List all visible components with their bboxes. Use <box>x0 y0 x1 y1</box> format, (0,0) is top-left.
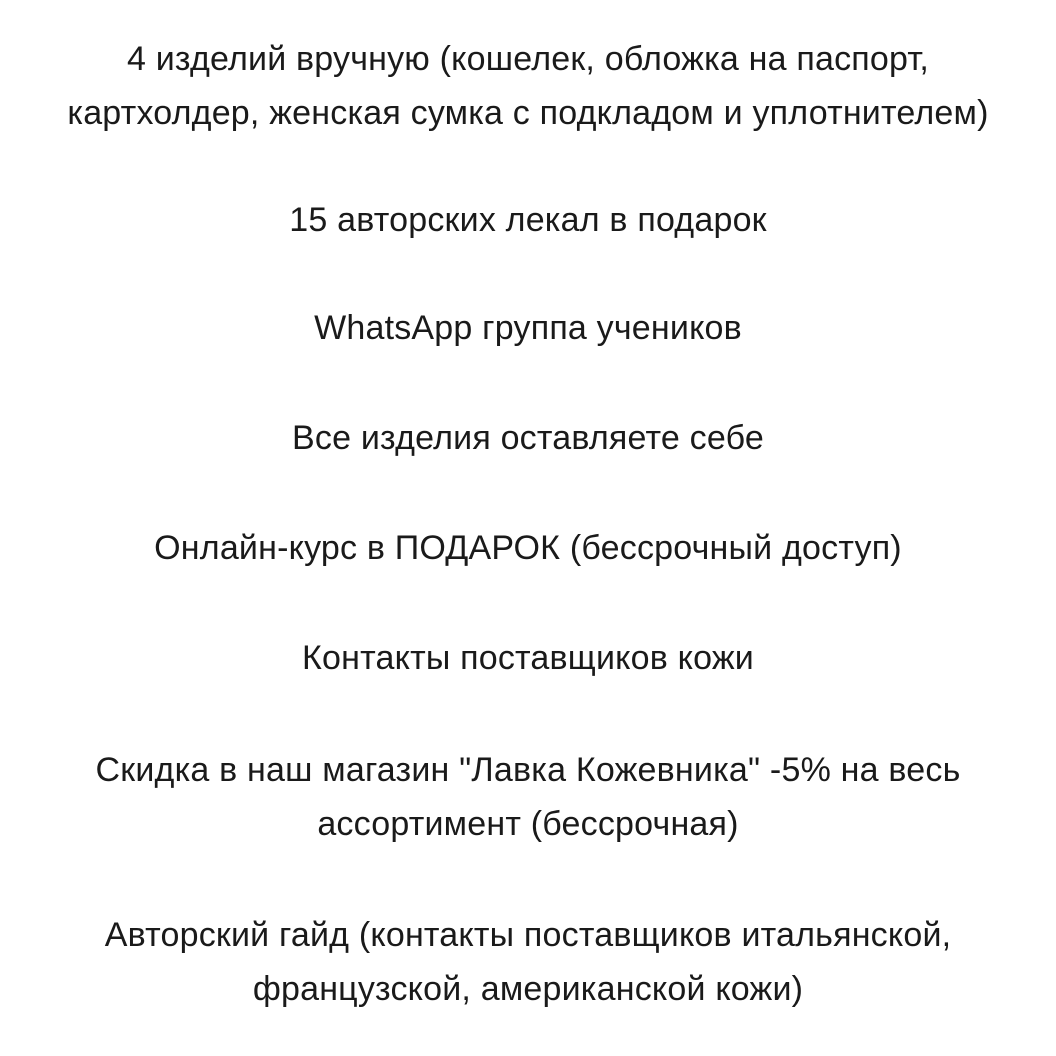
item-store-discount-line-1: Скидка в наш магазин "Лавка Кожевника" -5% на весь <box>95 751 961 789</box>
item-keep-products: Все изделия оставляете себе <box>292 419 764 457</box>
item-author-guide-line-1: Авторский гайд (контакты поставщиков итальянской, <box>104 916 952 954</box>
item-leather-suppliers: Контакты поставщиков кожи <box>302 639 754 677</box>
item-patterns-gift: 15 авторских лекал в подарок <box>289 201 767 239</box>
item-handmade-products-line-1: 4 изделий вручную (кошелек, обложка на паспорт, <box>126 40 930 78</box>
item-author-guide-line-2: французской, американской кожи) <box>252 970 804 1008</box>
item-handmade-products-line-2: картхолдер, женская сумка с подкладом и уплотнителем) <box>67 94 989 132</box>
item-online-course-gift: Онлайн-курс в ПОДАРОК (бессрочный доступ) <box>154 529 902 567</box>
item-whatsapp-group: WhatsApp группа учеников <box>314 309 742 347</box>
item-store-discount-line-2: ассортимент (бессрочная) <box>317 805 739 843</box>
